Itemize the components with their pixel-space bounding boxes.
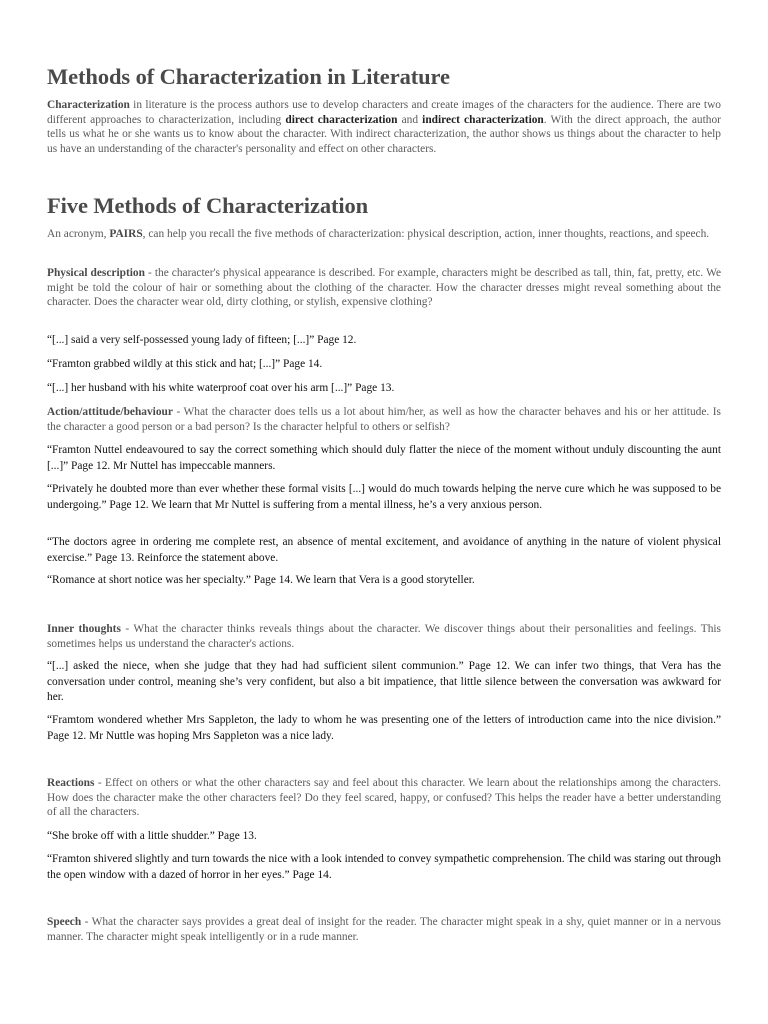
reactions-quote-2: “Framton shivered slightly and turn towards the nice with a look intended to convey sympathetic comprehension. The child was staring out through the open window with a dazed of horror in her eyes.” Page 14.	[47, 853, 721, 881]
physical-term: Physical description	[47, 267, 145, 279]
inner-text: - What the character thinks reveals things about the character. We discover things about their personalities and feelings. This sometimes helps us understand the character's actions.	[47, 623, 721, 650]
action-quote-2: “Privately he doubted more than ever whether these formal visits [...] would do much towards helping the nerve cure which he was supposed to be undergoing.” Page 12. We learn that Mr Nuttel is suffering from a mental illness, he’s a very anxious person.	[47, 483, 721, 511]
action-quote-3: “The doctors agree in ordering me complete rest, an absence of mental excitement, and avoidance of anything in the nature of violent physical exercise.” Page 13. Reinforce the statement above.	[47, 536, 721, 564]
reactions-paragraph	[47, 776, 721, 820]
inner-quote-1: “[...] asked the niece, when she judge that they had had sufficient silent communion.” Page 12. We can infer two things, that Vera has the conversation under control, meaning she’s very confident, but also a bit impatience, that little silence between the conversation was awkward for her.	[47, 660, 721, 704]
action-text: - What the character does tells us a lot about him/her, as well as how the character behaves and his or her attitude. Is the character a good person or a bad person? Is the character helpful to others or selfish?	[47, 406, 721, 433]
reactions-text: - Effect on others or what the other characters say and feel about this character. We learn about the relationships among the characters. How does the character make the other characters feel? Do they feel scared, happy, or confused? This helps the reader have a better understanding of all the characters.	[47, 777, 721, 819]
reactions-term: Reactions	[47, 777, 95, 789]
acronym-text-b: , can help you recall the five methods of characterization: physical description, action, inner thoughts, reactions, and speech.	[142, 228, 710, 240]
acronym-paragraph	[47, 227, 721, 242]
intro-and: and	[397, 113, 423, 126]
direct-term: direct characterization	[285, 113, 398, 126]
inner-quote-2: “Framtom wondered whether Mrs Sappleton, the lady to whom he was presenting one of the letters of introduction came into the nice division.” Page 12. Mr Nuttle was hoping Mrs Sappleton was a nice lady.	[47, 714, 721, 742]
action-quote-4: “Romance at short notice was her specialty.” Page 14. We learn that Vera is a good storyteller.	[47, 574, 475, 586]
action-term: Action/attitude/behaviour	[47, 406, 173, 418]
physical-quote-2: “Framton grabbed wildly at this stick and hat; [...]” Page 14.	[47, 358, 323, 370]
speech-text: - What the character says provides a great deal of insight for the reader. The character might speak in a shy, quiet manner or in a nervous manner. The character might speak intelligently or in a rude manner.	[47, 916, 721, 943]
speech-term: Speech	[47, 916, 82, 928]
reactions-quote-1: “She broke off with a little shudder.” Page 13.	[47, 830, 257, 842]
intro-text-a: in literature is the process authors use to develop characters and create images of the characters for the audience. There are two different approaches to characterization, including	[47, 99, 721, 126]
section-title: Five Methods of Characterization	[47, 193, 369, 218]
action-paragraph	[47, 405, 721, 434]
inner-paragraph	[47, 622, 721, 651]
acronym-text-a: An acronym,	[47, 228, 110, 240]
speech-paragraph	[47, 915, 721, 944]
action-quote-1: “Framton Nuttel endeavoured to say the correct something which should duly flatter the niece of the moment without unduly discounting the aunt [...]” Page 12. Mr Nuttel has impeccable manners.	[47, 444, 721, 472]
acronym-word: PAIRS	[109, 228, 143, 240]
physical-quote-3: “[...] her husband with his white waterproof coat over his arm [...]” Page 13.	[47, 382, 395, 394]
inner-term: Inner thoughts	[47, 623, 121, 635]
indirect-term: indirect characterization	[422, 113, 544, 126]
physical-paragraph	[47, 266, 721, 310]
intro-text-b: . With the direct approach, the author tells us what he or she wants us to know about the character. With indirect characterization, the author shows us things about the character to help us have an understanding of the character's personality and effect on other characters.	[47, 113, 721, 155]
physical-text: - the character's physical appearance is described. For example, characters might be described as tall, thin, fat, pretty, etc. We might be told the colour of hair or something about the clothing of the character. How the character dresses might reveal something about the character. Does the character wear old, dirty clothing, or stylish, expensive clothing?	[47, 267, 721, 309]
intro-paragraph	[47, 98, 721, 156]
physical-quote-1: “[...] said a very self-possessed young lady of fifteen; [...]” Page 12.	[47, 334, 357, 346]
page-title: Methods of Characterization in Literature	[47, 64, 450, 89]
intro-term: Characterization	[47, 99, 130, 111]
